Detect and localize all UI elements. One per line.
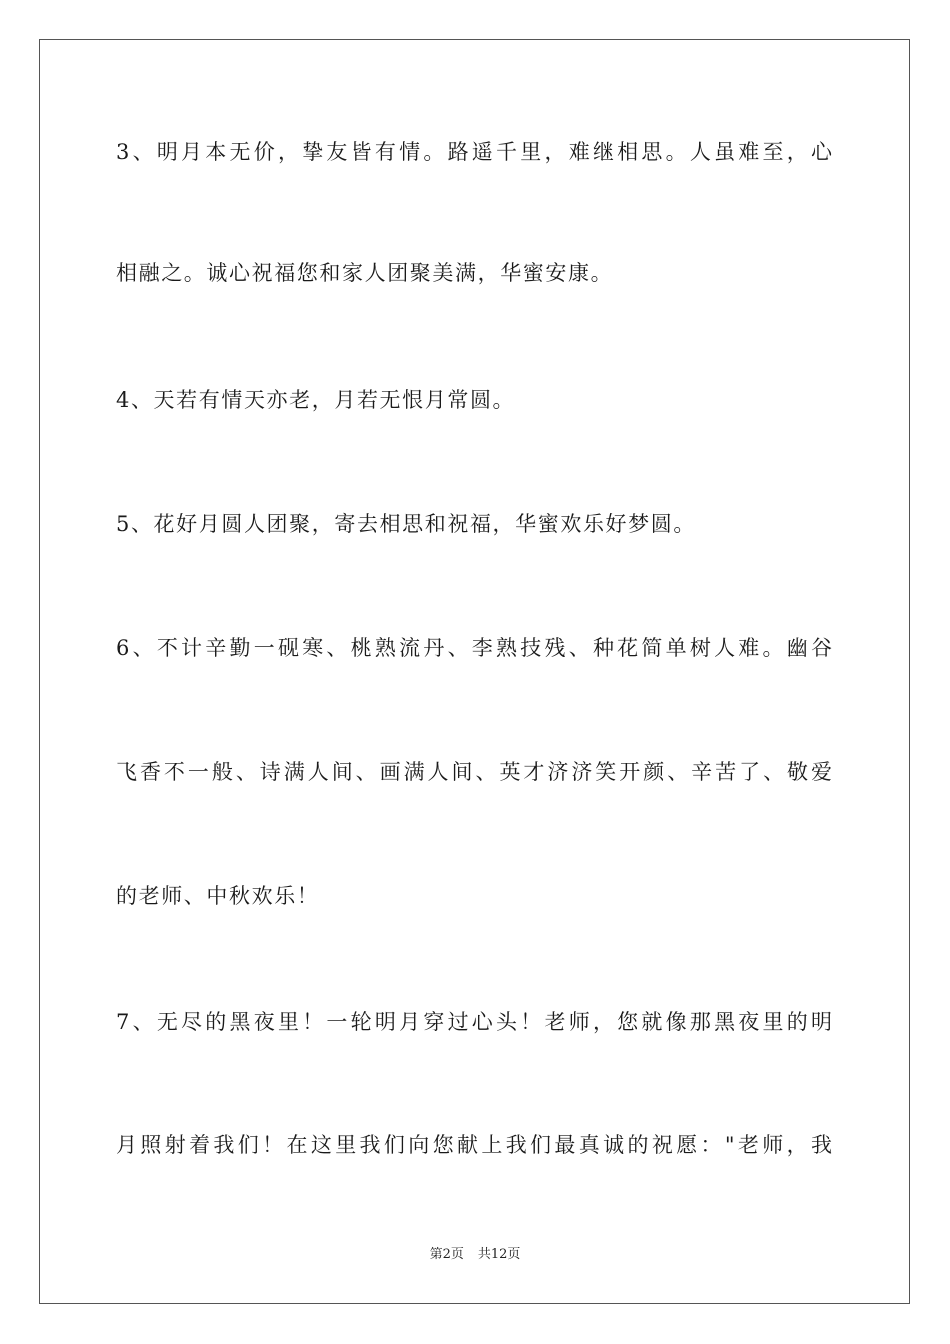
paragraph-line: 飞香不一般、诗满人间、画满人间、英才济济笑开颜、辛苦了、敬爱 <box>116 760 832 784</box>
paragraph-line: 7、无尽的黑夜里！一轮明月穿过心头！老师，您就像那黑夜里的明 <box>116 1010 832 1034</box>
paragraph-line: 5、花好月圆人团聚，寄去相思和祝福，华蜜欢乐好梦圆。 <box>116 512 696 536</box>
paragraph-line: 3、明月本无价，挚友皆有情。路遥千里，难继相思。人虽难至，心 <box>116 140 832 164</box>
paragraph-line: 相融之。诚心祝福您和家人团聚美满，华蜜安康。 <box>116 261 614 285</box>
page-number: 第2页 <box>429 1247 464 1262</box>
paragraph-line: 4、天若有情天亦老，月若无恨月常圆。 <box>116 388 516 412</box>
paragraph-line: 6、不计辛勤一砚寒、桃熟流丹、李熟技残、种花简单树人难。幽谷 <box>116 636 832 660</box>
paragraph-line: 的老师、中秋欢乐！ <box>116 884 320 908</box>
paragraph-line: 月照射着我们！在这里我们向您献上我们最真诚的祝愿："老师，我 <box>116 1133 832 1157</box>
page-footer <box>0 1247 950 1263</box>
page-border <box>39 39 910 1304</box>
page-total: 共12页 <box>477 1247 521 1262</box>
